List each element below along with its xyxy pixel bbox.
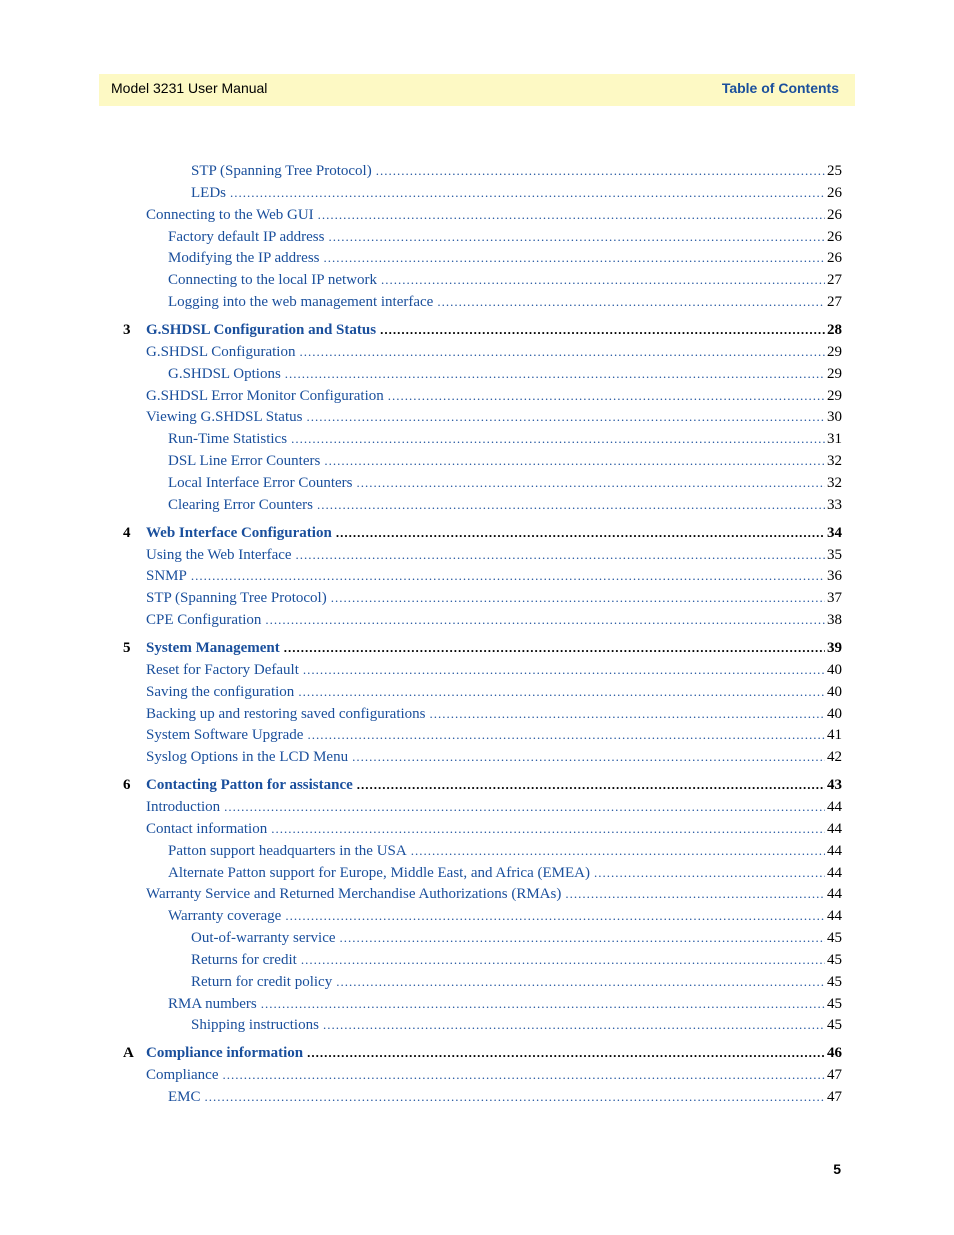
toc-label: Local Interface Error Counters <box>168 475 353 491</box>
toc-page: 31 <box>827 431 842 447</box>
toc-label: G.SHDSL Configuration and Status <box>146 322 377 338</box>
toc-label: Syslog Options in the LCD Menu <box>146 749 349 765</box>
toc-label: CPE Configuration <box>146 612 262 628</box>
toc-label: Clearing Error Counters <box>168 497 313 513</box>
toc-page: 29 <box>827 388 842 404</box>
toc-chapter[interactable] <box>146 777 842 797</box>
toc-entry[interactable] <box>168 843 842 863</box>
toc-page: 40 <box>827 684 842 700</box>
toc-entry[interactable] <box>146 207 842 227</box>
toc-chapter[interactable] <box>146 1045 842 1065</box>
toc-label: Compliance information <box>146 1045 304 1061</box>
toc-entry[interactable] <box>168 366 842 386</box>
toc-page: 26 <box>827 250 842 266</box>
toc-entry[interactable] <box>191 974 842 994</box>
toc-page: 35 <box>827 547 842 563</box>
toc-page: 26 <box>827 185 842 201</box>
toc-page: 44 <box>827 799 842 815</box>
toc-entry[interactable] <box>168 229 842 249</box>
toc-label: Warranty Service and Returned Merchandise Authorizations (RMAs) <box>146 886 562 902</box>
toc-page: 26 <box>827 207 842 223</box>
toc-label: RMA numbers <box>168 996 257 1012</box>
toc-page: 28 <box>827 322 842 338</box>
toc-entry[interactable] <box>146 409 842 429</box>
toc-entry[interactable] <box>191 1017 842 1037</box>
toc-entry[interactable] <box>146 590 842 610</box>
chapter-number: 4 <box>123 525 131 541</box>
toc-entry[interactable] <box>146 886 842 906</box>
toc-entry[interactable] <box>191 163 842 183</box>
toc-page: 39 <box>827 640 842 656</box>
toc-page: 33 <box>827 497 842 513</box>
toc-entry[interactable] <box>146 684 842 704</box>
toc-entry[interactable] <box>146 547 842 567</box>
toc-label: EMC <box>168 1089 201 1105</box>
toc-page: 27 <box>827 272 842 288</box>
toc-page: 38 <box>827 612 842 628</box>
toc-entry[interactable] <box>146 749 842 769</box>
toc-label: Warranty coverage <box>168 908 282 924</box>
toc-page: 42 <box>827 749 842 765</box>
toc-page: 43 <box>827 777 842 793</box>
toc-page: 40 <box>827 662 842 678</box>
toc-page: 44 <box>827 821 842 837</box>
toc-label: Factory default IP address <box>168 229 325 245</box>
toc-entry[interactable] <box>168 908 842 928</box>
toc-entry[interactable] <box>191 952 842 972</box>
section-title: Table of Contents <box>721 80 839 96</box>
toc-label: Alternate Patton support for Europe, Middle East, and Africa (EMEA) <box>168 865 590 881</box>
toc-label: STP (Spanning Tree Protocol) <box>146 590 327 606</box>
toc-page: 41 <box>827 727 842 743</box>
toc-page: 47 <box>827 1067 842 1083</box>
toc-entry[interactable] <box>146 568 842 588</box>
toc-page: 45 <box>827 930 842 946</box>
toc-label: G.SHDSL Configuration <box>146 344 296 360</box>
toc-page: 44 <box>827 865 842 881</box>
toc-label: Introduction <box>146 799 221 815</box>
toc-page: 32 <box>827 475 842 491</box>
toc-page: 29 <box>827 366 842 382</box>
toc-entry[interactable] <box>168 497 842 517</box>
toc-entry[interactable] <box>168 996 842 1016</box>
toc-page: 34 <box>827 525 842 541</box>
toc-page: 44 <box>827 886 842 902</box>
toc-label: Web Interface Configuration <box>146 525 332 541</box>
toc-entry[interactable] <box>191 185 842 205</box>
page-number: 5 <box>833 1161 841 1177</box>
toc-page: 45 <box>827 952 842 968</box>
manual-title: Model 3231 User Manual <box>111 80 268 96</box>
toc-entry[interactable] <box>146 612 842 632</box>
toc-page: 46 <box>827 1045 842 1061</box>
toc-label: Returns for credit <box>191 952 297 968</box>
toc-label: System Software Upgrade <box>146 727 304 743</box>
toc-page: 44 <box>827 908 842 924</box>
toc-entry[interactable] <box>146 662 842 682</box>
toc-entry[interactable] <box>168 272 842 292</box>
toc-page: 30 <box>827 409 842 425</box>
toc-label: Logging into the web management interface <box>168 294 434 310</box>
toc-label: Patton support headquarters in the USA <box>168 843 407 859</box>
toc-page: 32 <box>827 453 842 469</box>
toc-label: Connecting to the Web GUI <box>146 207 314 223</box>
toc-label: Backing up and restoring saved configurations <box>146 706 426 722</box>
chapter-number: 3 <box>123 322 131 338</box>
toc-label: Compliance <box>146 1067 219 1083</box>
toc-page: 26 <box>827 229 842 245</box>
toc-page: 25 <box>827 163 842 179</box>
toc-entry[interactable] <box>146 1067 842 1087</box>
toc-label: STP (Spanning Tree Protocol) <box>191 163 372 179</box>
toc-chapter[interactable] <box>146 322 842 342</box>
toc-label: Out-of-warranty service <box>191 930 336 946</box>
toc-label: Run-Time Statistics <box>168 431 288 447</box>
toc-page: 37 <box>827 590 842 606</box>
chapter-number: 5 <box>123 640 131 656</box>
toc-entry[interactable] <box>146 706 842 726</box>
toc-label: SNMP <box>146 568 187 584</box>
toc-page: 36 <box>827 568 842 584</box>
toc-label: Shipping instructions <box>191 1017 319 1033</box>
toc-entry[interactable] <box>146 344 842 364</box>
toc-chapter[interactable] <box>146 525 842 545</box>
toc-label: G.SHDSL Error Monitor Configuration <box>146 388 384 404</box>
toc-entry[interactable] <box>146 799 842 819</box>
toc-entry[interactable] <box>168 431 842 451</box>
toc-page: 45 <box>827 996 842 1012</box>
toc-label: Using the Web Interface <box>146 547 292 563</box>
toc-page: 29 <box>827 344 842 360</box>
toc-label: G.SHDSL Options <box>168 366 281 382</box>
toc-entry[interactable] <box>168 1089 842 1109</box>
toc-label: DSL Line Error Counters <box>168 453 321 469</box>
toc-label: Reset for Factory Default <box>146 662 299 678</box>
toc-entry[interactable] <box>168 453 842 473</box>
toc-entry[interactable] <box>168 250 842 270</box>
chapter-number: A <box>123 1045 134 1061</box>
toc-page: 45 <box>827 974 842 990</box>
toc-page: 44 <box>827 843 842 859</box>
page-header <box>99 74 855 106</box>
toc-label: LEDs <box>191 185 226 201</box>
toc-label: Modifying the IP address <box>168 250 320 266</box>
toc-label: Contact information <box>146 821 268 837</box>
toc-label: Viewing G.SHDSL Status <box>146 409 303 425</box>
toc-page: 27 <box>827 294 842 310</box>
toc-entry[interactable] <box>146 727 842 747</box>
toc-entry[interactable] <box>168 865 842 885</box>
toc-label: Return for credit policy <box>191 974 333 990</box>
toc-entry[interactable] <box>168 475 842 495</box>
toc-entry[interactable] <box>168 294 842 314</box>
toc-entry[interactable] <box>191 930 842 950</box>
toc-label: System Management <box>146 640 280 656</box>
toc-page: 45 <box>827 1017 842 1033</box>
chapter-number: 6 <box>123 777 131 793</box>
toc-chapter[interactable] <box>146 640 842 660</box>
toc-entry[interactable] <box>146 821 842 841</box>
toc-label: Saving the configuration <box>146 684 295 700</box>
toc-label: Contacting Patton for assistance <box>146 777 353 793</box>
toc-page: 40 <box>827 706 842 722</box>
toc-label: Connecting to the local IP network <box>168 272 377 288</box>
toc-entry[interactable] <box>146 388 842 408</box>
toc-page: 47 <box>827 1089 842 1105</box>
